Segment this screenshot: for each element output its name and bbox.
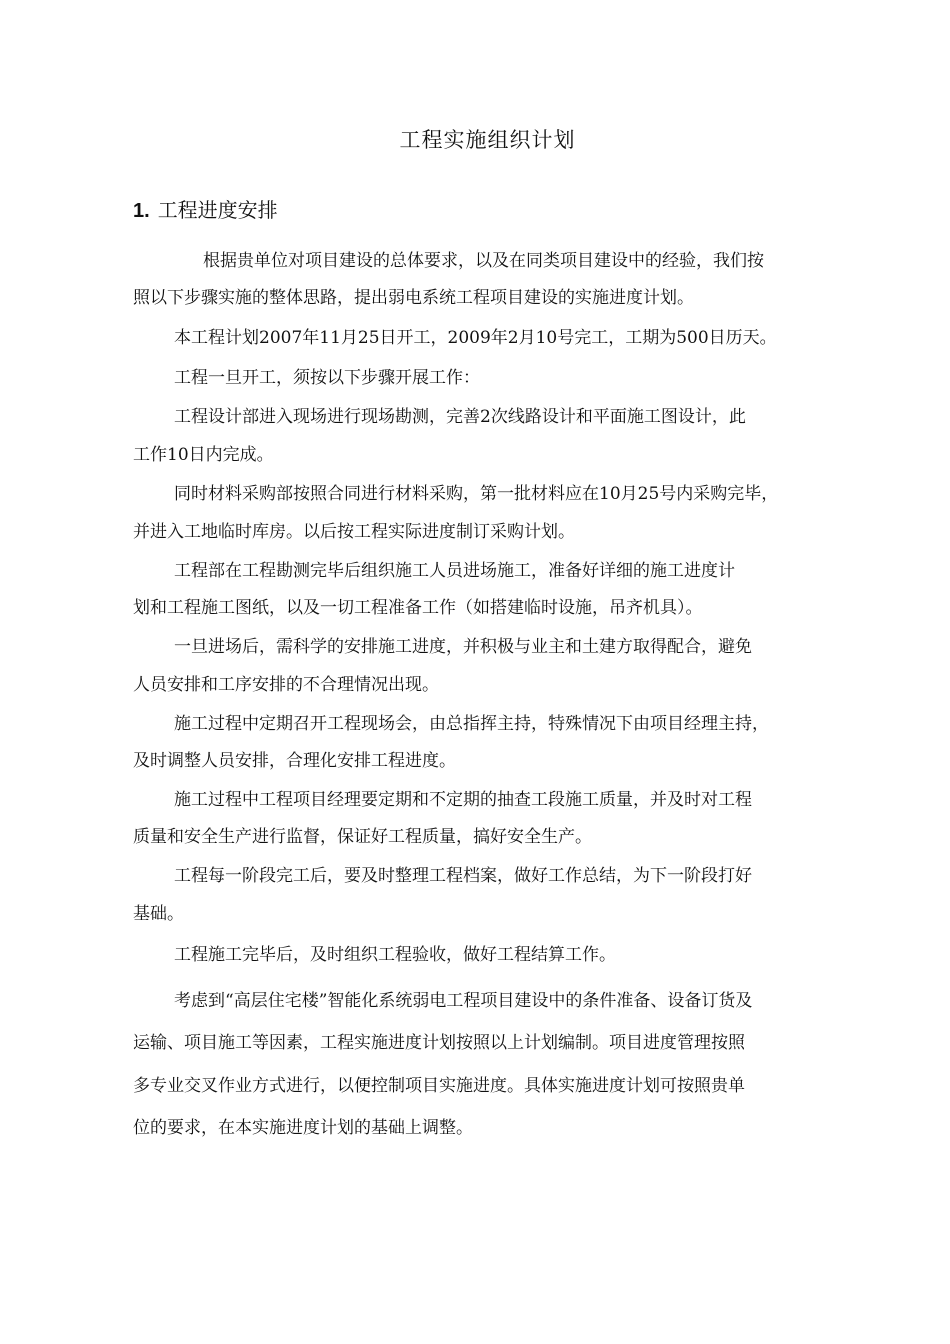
paragraph-line: 位的要求，在本实施进度计划的基础上调整。	[133, 1118, 473, 1138]
paragraph-line: 施工过程中定期召开工程现场会，由总指挥主持，特殊情况下由项目经理主持，	[174, 714, 769, 734]
paragraph-line: 本工程计划2007年11月25日开工，2009年2月10号完工，工期为500日历天。	[174, 328, 777, 348]
paragraph-line: 多专业交叉作业方式进行，以便控制项目实施进度。具体实施进度计划可按照贵单	[133, 1076, 745, 1096]
paragraph-line: 工程部在工程勘测完毕后组织施工人员进场施工，准备好详细的施工进度计	[174, 561, 735, 581]
paragraph-line: 运输、项目施工等因素，工程实施进度计划按照以上计划编制。项目进度管理按照	[133, 1033, 745, 1053]
section-number: 1.	[133, 200, 150, 222]
paragraph-line: 工程每一阶段完工后，要及时整理工程档案，做好工作总结，为下一阶段打好	[174, 866, 752, 886]
paragraph-line: 基础。	[133, 904, 184, 924]
paragraph-line: 工程设计部进入现场进行现场勘测，完善2次线路设计和平面施工图设计，此	[174, 407, 746, 427]
paragraph-line: 划和工程施工图纸，以及一切工程准备工作（如搭建临时设施，吊齐机具）。	[133, 598, 703, 618]
paragraph-line: 工程一旦开工，须按以下步骤开展工作：	[174, 368, 480, 388]
paragraph-line: 照以下步骤实施的整体思路，提出弱电系统工程项目建设的实施进度计划。	[133, 288, 694, 308]
section-title: 工程进度安排	[157, 198, 278, 222]
document-title: 工程实施组织计划	[399, 128, 576, 152]
paragraph-line: 人员安排和工序安排的不合理情况出现。	[133, 675, 439, 695]
paragraph-line: 工程施工完毕后，及时组织工程验收，做好工程结算工作。	[174, 945, 616, 965]
paragraph-line: 根据贵单位对项目建设的总体要求，以及在同类项目建设中的经验，我们按	[203, 251, 764, 271]
section-heading	[133, 194, 278, 223]
paragraph-line: 并进入工地临时库房。以后按工程实际进度制订采购计划。	[133, 522, 575, 542]
paragraph-line: 及时调整人员安排，合理化安排工程进度。	[133, 751, 456, 771]
paragraph-line: 同时材料采购部按照合同进行材料采购，第一批材料应在10月25号内采购完毕，	[174, 484, 779, 504]
paragraph-line: 工作10日内完成。	[133, 445, 274, 465]
paragraph-line: 考虑到“高层住宅楼”智能化系统弱电工程项目建设中的条件准备、设备订货及	[174, 991, 753, 1011]
paragraph-line: 质量和安全生产进行监督，保证好工程质量，搞好安全生产。	[133, 827, 592, 847]
paragraph-line: 施工过程中工程项目经理要定期和不定期的抽查工段施工质量，并及时对工程	[174, 790, 752, 810]
paragraph-line: 一旦进场后，需科学的安排施工进度，并积极与业主和土建方取得配合，避免	[174, 637, 752, 657]
